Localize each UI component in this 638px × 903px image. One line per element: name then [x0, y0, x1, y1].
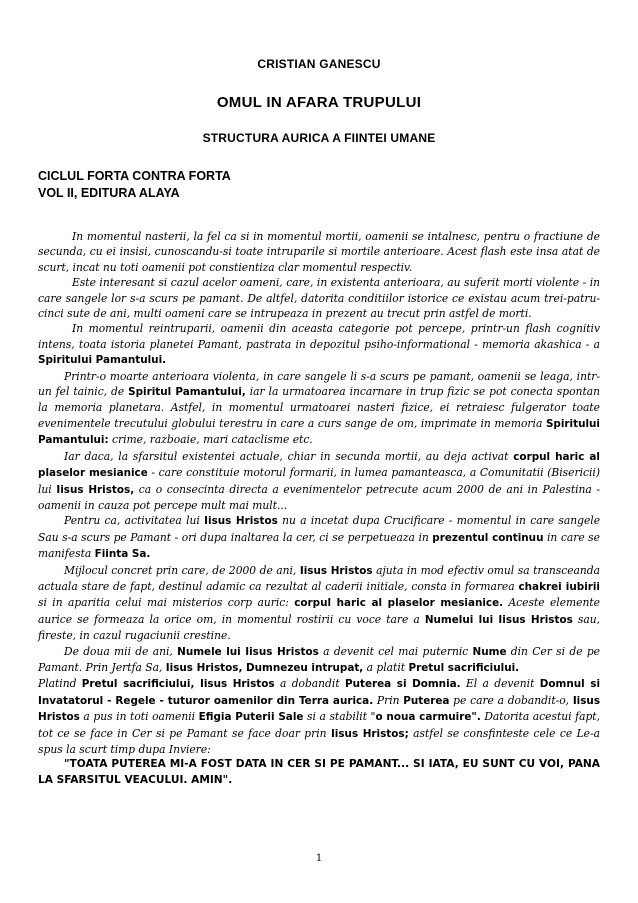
paragraph	[38, 513, 600, 562]
emphasis-text: Spiritului Pamantului:	[38, 417, 600, 447]
paragraph	[38, 369, 600, 449]
paragraph-text: a devenit cel mai puternic	[318, 644, 473, 658]
paragraph-text: De doua mii de ani,	[64, 644, 178, 658]
paragraph-text: ca o consecinta directa a evenimentelor petrecute acum 2000 de ani in Palestina - oamenii in cauza pot percepe mult mai mult...	[38, 482, 600, 512]
emphasis-text: Iisus Hristos, Dumnezeu intrupat,	[165, 661, 364, 674]
paragraph	[38, 563, 600, 644]
paragraph-text: Printr-o moarte anterioara violenta, in care sangele li s-a scurs pe pamant, oamenii se leaga, intr-un fel tainic, de	[38, 369, 600, 399]
paragraph-text: Iar daca, la sfarsitul existentei actuale, chiar in secunda mortii, au deja activat	[64, 449, 514, 463]
book-title: OMUL IN AFARA TRUPULUI	[216, 94, 422, 111]
emphasis-text: prezentul continuu	[432, 531, 544, 544]
author-heading: CRISTIAN GANESCU	[257, 57, 381, 71]
page-number: 1	[315, 853, 323, 864]
paragraph-text: Pentru ca, activitatea lui	[64, 514, 205, 528]
paragraph-text: Este interesant si cazul acelor oameni, care, in existenta anterioara, au suferit morti violente - in care sangele lor s-a scurs pe pamant. De altfel, datorita conditiilor istorice ce existau acum trei-patru-cinci sute de ani, multi oameni care se intrupeaza in prezent au trecut prin astfel de morti.	[38, 276, 600, 321]
paragraph-text: sau, fireste, in cazul rugaciunii crestine.	[38, 612, 600, 643]
paragraph-text: pe care a dobandit-o,	[449, 693, 573, 707]
emphasis-text: corpul haric al plaselor mesianice	[38, 450, 600, 480]
paragraph-text: Aceste elemente aurice se formeaza la orice om, in momentul rostirii cu voce tare a	[38, 596, 600, 626]
emphasis-text: Iisus Hristos,	[56, 483, 135, 496]
body-text	[38, 229, 600, 788]
emphasis-text: Iisus Hristos	[299, 564, 373, 577]
emphasis-text: Iisus Hristos;	[330, 727, 409, 740]
paragraph-text: si a stabilit "	[303, 710, 376, 724]
paragraph	[38, 644, 600, 677]
paragraph-text: din Cer si de pe Pamant. Prin Jertfa Sa,	[38, 644, 600, 674]
emphasis-text: Iisus Hristos	[38, 694, 601, 724]
emphasis-text: Numele lui Iisus Hristos	[177, 645, 319, 658]
paragraph-text: Platind	[38, 677, 82, 691]
paragraph-text: in care se manifesta	[38, 530, 600, 561]
emphasis-text: Spiritul Pamantului,	[128, 386, 246, 399]
paragraph	[38, 676, 600, 757]
paragraph-text: a platit	[363, 660, 409, 674]
paragraph-text: ajuta in mod efectiv omul sa transceanda actuala stare de fapt, destinul adamic ca rezultat al caderii initiale, consta in formarea	[38, 563, 600, 593]
emphasis-text: Spiritului Pamantului.	[38, 354, 167, 367]
paragraph-text: crime, razboaie, mari cataclisme etc.	[108, 433, 313, 447]
emphasis-text: Puterea si Domnia.	[344, 678, 461, 691]
emphasis-text: Puterea	[403, 694, 450, 707]
paragraph-text: In momentul nasterii, la fel ca si in momentul mortii, oamenii se intalnesc, pentru o fractiune de secunda, cu ei insisi, cunoscandu-si toate intruparile si mortile anterioare. Acest flash este insa atat de scurt, incat nu toti oamenii pot constientiza clar momentul respectiv.	[38, 230, 600, 274]
emphasis-text: Fiinta Sa.	[94, 548, 151, 561]
emphasis-text: Nume	[472, 645, 507, 658]
emphasis-text: corpul haric al plaselor mesianice.	[294, 597, 504, 610]
emphasis-text: Iisus Hristos	[204, 515, 278, 528]
emphasis-text: Numelui lui Iisus Hristos	[424, 613, 573, 626]
paragraph-text: nu a incetat dupa Crucificare - momentul in care sangele Sau s-a scurs pe Pamant - ori dupa inaltarea la cer, ci se perpetueaza in	[38, 514, 601, 544]
paragraph-text: a pus in toti oamenii	[79, 710, 199, 724]
closing-quote: "TOATA PUTEREA MI-A FOST DATA IN CER SI PE PAMANT... SI IATA, EU SUNT CU VOI, PANA LA SFARSITUL VEACULUI. AMIN".	[38, 758, 600, 786]
paragraph-text: - care constituie motorul formarii, in lumea pamanteasca, a Comunitatii (Bisericii) lui	[38, 466, 601, 496]
paragraph	[38, 229, 600, 275]
emphasis-text: Efigia Puterii Sale	[198, 711, 304, 724]
emphasis-text: o noua carmuire".	[375, 711, 481, 724]
paragraph-text: si in aparitia celui mai misterios corp auric:	[38, 596, 295, 610]
paragraph	[38, 449, 600, 514]
series-title: CICLUL FORTA CONTRA FORTA	[38, 169, 231, 183]
emphasis-text: chakrei iubirii	[518, 580, 600, 593]
volume-publisher: VOL II, EDITURA ALAYA	[38, 186, 180, 200]
paragraph-text: Datorita acestui fapt, tot ce se face in Cer si pe Pamant se face doar prin	[38, 710, 600, 740]
paragraph-text: a dobandit	[274, 677, 345, 691]
paragraph	[38, 321, 600, 368]
paragraph-text: In momentul reintruparii, oamenii din aceasta categorie pot percepe, printr-un flash cognitiv intens, toata istoria planetei Pamant, pastrata in depozitul psiho-informational - memoria akashica - a	[38, 322, 600, 351]
paragraph-text: astfel se consfinteste cele ce Le-a spus la scurt timp dupa Inviere:	[38, 726, 600, 756]
emphasis-text: Domnul si Invatatorul - Regele - tuturor oamenilor din Terra aurica.	[38, 678, 601, 707]
paragraph-text: iar la urmatoarea incarnare in trup fizic se pot conecta spontan la memoria planetara. Astfel, in momentul urmatoarei nasteri fizice, ei retraiesc fulgerator toate evenimentele trecutului globului terestru in care a curs sange de om, imprimate in memoria	[38, 385, 600, 430]
emphasis-text: Pretul sacrificiului, Iisus Hristos	[81, 678, 275, 691]
emphasis-text: Pretul sacrificiului.	[408, 661, 520, 674]
paragraph	[38, 275, 600, 321]
paragraph-text: Prin	[373, 693, 404, 707]
book-subtitle: STRUCTURA AURICA A FIINTEI UMANE	[202, 131, 436, 145]
paragraph-text: Mijlocul concret prin care, de 2000 de ani,	[64, 563, 300, 577]
paragraph-text: El a devenit	[460, 677, 540, 691]
